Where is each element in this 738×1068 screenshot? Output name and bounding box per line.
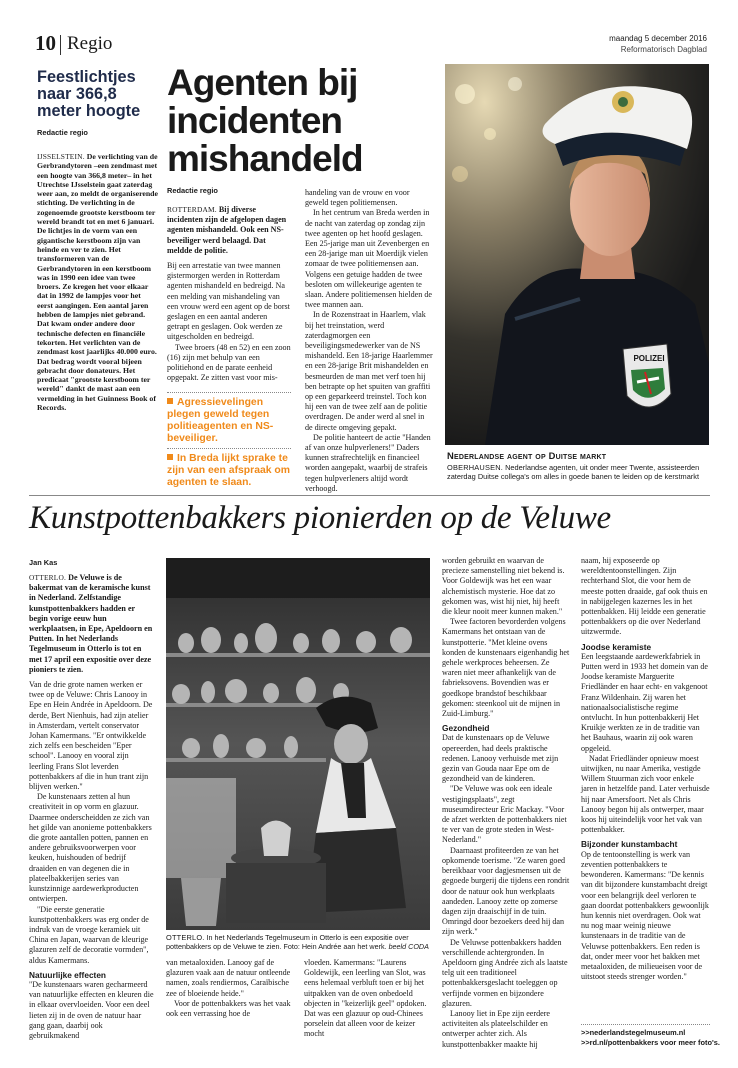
police-officer-illustration (445, 64, 709, 445)
pull-divider (167, 392, 291, 393)
links-divider (581, 1024, 710, 1025)
pottery-photo-caption (166, 933, 432, 951)
sidebar-byline: Redactie regio (37, 128, 88, 137)
pull-quote-1: Agressievelingen plegen geweld tegen politieagenten en NS-beveiliger. (167, 397, 274, 444)
agents-col2-p2: In het centrum van Breda werden in de nacht van zaterdag op zondag zijn twee agenten op het hoofd geslagen. Een 25-jarige man uit Zevenbergen en een 28-jarige man uit Moerdijk vielen zomaar de twee politiemensen aan. Volgens een getuige hadden de twee besloten om willekeurige agenten te slaan. Andere politiemensen hielden de twee mannen aan. (305, 208, 432, 310)
section-name: Regio (67, 33, 113, 54)
agents-col2-p1: handeling van de vrouw en voor geweld tegen politiemensen. (305, 188, 410, 208)
agents-p1: Bij een arrestatie van twee mannen gistermorgen werden in Rotterdam agenten mishandeld en bedreigd. Na een melding van mishandeling van een vrouw werd een agent op de borst geslagen en een aantal anderen getrapt en geslagen. Ook werden ze uitgescholden en bedreigd. (167, 261, 290, 342)
agents-col1 (167, 205, 291, 383)
agents-col2 (305, 188, 433, 494)
potter-illustration (166, 558, 430, 930)
agents-headline-line: Agenten bij (167, 62, 358, 103)
square-bullet-icon (167, 398, 173, 404)
pottery-p4: "De kunstenaars waren gecharmeerd van natuurlijke effecten en kleuren die in elkaar overvloeiden. Voor een deel lieten zij in de oven de natuur haar gang gaan, daarbij ook gebruikmakend (29, 979, 154, 1040)
pottery-headline: Kunstpottenbakkers pionierden op de Veluwe (29, 500, 611, 536)
polizei-badge-text: POLIZEI (633, 354, 665, 363)
page-number: 10 (35, 31, 56, 55)
pull-quote-2: In Breda lijkt sprake te zijn van een afspraak om agenten te slaan. (167, 453, 291, 488)
pottery-photo (166, 558, 430, 930)
pottery-col5-p2: Een leegstaande aardewerkfabriek in Putten werd in 1933 het domein van de Joodse keramiste Marguerite Friedländer en haar echt- en vakgenoot Franz Wildenhain. Zij waren het nationaalsocialistische regime ontvlucht. In hun pottenbakkerij Het Kruikje werkten ze in de traditie van het Bauhaus, waarin zij ook waren opgeleid. (581, 651, 709, 753)
pottery-caption-text: In het Nederlands Tegelmuseum in Otterlo is een expositie over pottenbakkers op de Veluwe te zien. Foto: Hein Andrée aan het werk. (166, 933, 409, 952)
pottery-col1 (29, 573, 155, 1041)
pottery-col5 (581, 556, 710, 982)
police-caption-text: Nederlandse agenten, uit onder meer Twente, assisteerden zaterdag Duitse collega's om alles in goede banen te leiden op de kerstmarkt (447, 463, 700, 482)
pottery-col2-p1: van metaaloxiden. Lanooy gaf de glazuren vaak aan de natuur ontleende namen, zoals rendiermos, Caraïbische zee of bloeiende heide." (166, 958, 291, 998)
pottery-col3-p1: vloeden. Kamermans: "Laurens Goldewijk, een leerling van Slot, was eens helemaal verbluft toen er bij het uitpakken van de oven onbedoeld objecten in "keizerlijk geel" opdoken. Dat was een glazuur op oud-Chinees porselein dat alleen voor de keizer mocht (304, 958, 427, 1039)
sidebar-dateline: IJSSELSTEIN. (37, 152, 85, 161)
header-divider (60, 35, 61, 55)
pottery-col5-p4: Op de tentoonstelling is werk van zeventien pottenbakkers te bewonderen. Kamermans: "De kennis van dit bijzondere kunstambacht dreigt voor een belangrijk deel verloren te gaan doordat pottenbakkers gewoonlijk hun kennis niet overdragen. Ook wat nu nog maar weinig nieuwe kunstenaars in de traditie van de Veluwse pottenbakkers. Een reden is dat, onder meer voor het bakken met metaaloxiden, de milieueisen voor de uitstoot steeds strenger worden." (581, 849, 709, 982)
pottery-col2-bottom (166, 958, 292, 1019)
pottery-col4-p1: worden gebruikt en waarvan de precieze samenstelling niet bekend is. Voor Goldewijk was het een waar alchemistisch mysterie. Hoe dat zo gekomen was, wist hij niet, hij heeft die kleur nooit meer kunnen maken." (442, 556, 565, 617)
pottery-subhead-natuurlijke: Natuurlijke effecten (29, 969, 106, 980)
pottery-col4-p3: Dat de kunstenaars op de Veluwe opereerden, had deels praktische redenen. Lanooy verhuisde met zijn gezin van Gouda naar Epe om de gezondheid van de kinderen. (442, 733, 559, 784)
pottery-col4-p4: "De Veluwe was ook een ideale vestigingsplaats", zegt museumdirecteur Eric Mackay. "Voor de afzet werkten de pottenbakkers niet te ver van de grote steden in West-Nederland." (442, 784, 567, 845)
story-divider (29, 495, 710, 496)
publication: Reformatorisch Dagblad (620, 45, 707, 54)
pottery-col4 (442, 556, 570, 1050)
police-photo-title: Nederlandse agent op Duitse markt (447, 450, 607, 461)
pottery-photo-credit: beeld CODA (388, 942, 429, 952)
agents-lead: Bij diverse incidenten zijn de afgelopen dagen agenten mishandeld. Ook een NS-beveiliger werd belaagd. Dat meldde de politie. (167, 205, 287, 255)
link-tegelmuseum[interactable]: >>nederlandstegelmuseum.nl (581, 1028, 686, 1037)
pottery-subhead-joodse: Joodse keramiste (581, 641, 652, 652)
pottery-col4-p2: Twee factoren bevorderden volgens Kamermans het ontstaan van de kunstpotterie. "Met kleine ovens konden de kunstenaars eigenhandig het gehele werkproces beheersen. Ze waren niet meer afhankelijk van de fabrieksovens. Bovendien was er goedkope brandstof beschikbaar gekomen: steenkool uit de mijnen in Zuid-Limburg." (442, 617, 570, 719)
pottery-byline: Jan Kas (29, 558, 58, 567)
sidebar-body: De verlichting van de Gerbrandytoren –een zendmast met een hoogte van 366,8 meter– in het Utrechtse IJsselstein gaat zaterdag weer aan, zo meldt de organiserende stichting. De verlichting in de zogenoemde grootste kerstboom ter wereld brandt tot en met 6 januari. De lichtjes in de vorm van een gigantische kerstboom zijn van heinde en ver te zien. Het transformeren van de Gerbrandytoren in een kerstboom was in 1990 een idee van twee broers. Ze kregen het voor elkaar dat in 1992 de lampjes voor het eerst aangingen. Een aantal jaren hebben de lampjes niet gebrand. Dat kwam onder andere door technische defecten en financiële tekorten. Het verlichten van de zendmast kost jaarlijks 40.000 euro. Dat bedrag wordt vooral bijeen gebracht door donateurs. Het predicaat "grootste kerstboom ter wereld" dankt de mast aan een vermelding in het Guinness Book of Records. (37, 152, 158, 413)
pottery-col4-p6: De Veluwse pottenbakkers hadden verschillende achtergronden. In Apeldoorn ging Andrée zich als laatste telg uit een traditioneel pottenbakkersgeslacht toeleggen op verfijnde vormen en bijzondere glazuren. (442, 937, 568, 1008)
pottery-p2: De kunstenaars zetten al hun creativiteit in op vorm en glazuur. Daarmee onderscheidden ze zich van het gilde van anonieme pottenbakkers die grote aantallen potten, pannen en andere gebruiksvoorwerpen voor keuken, huishouden of bedrijf draaiden en van degenen die in plateelbakkerijen series van kunstzinnige aardewerkproducten ontwierpen. (29, 792, 152, 904)
pottery-col5-p1: naam, hij exposeerde op wereldtentoonstellingen. Zijn rechterhand Slot, die voor hem de meeste potten draaide, gaf ook thuis en in nabijgelegen kazernes les in het pottenbakken. Hij leidde een generatie pottenbakkers op die over Nederland uitzwermde. (581, 556, 708, 637)
pottery-caption-place: OTTERLO. (166, 933, 205, 942)
agents-p2: Twee broers (48 en 52) en een zoon (16) zijn met behulp van een politiehond en de parate eenheid opgepakt. Ze zitten vast voor mis- (167, 342, 291, 383)
agents-dateline: ROTTERDAM. (167, 205, 217, 214)
agents-byline: Redactie regio (167, 186, 218, 195)
pottery-col2-p2: Voor de pottenbakkers was het vaak ook een verrassing hoe de (166, 998, 291, 1019)
date: maandag 5 december 2016 (609, 34, 707, 43)
agents-headline (167, 64, 437, 178)
pull-divider (167, 448, 291, 449)
pottery-subhead-gezondheid: Gezondheid (442, 723, 490, 734)
police-caption-place: OBERHAUSEN. (447, 463, 503, 472)
link-rd-pottenbakkers[interactable]: >>rd.nl/pottenbakkers voor meer foto's. (581, 1038, 720, 1047)
pottery-col4-p7: Lanooy liet in Epe zijn eerdere activiteiten als plateelschilder en ontwerper achter zich. Als kunstpottenbakker maakte hij (442, 1008, 551, 1049)
pottery-lead: De Veluwe is de bakermat van de keramische kunst in Nederland. Zelfstandige kunstpottenbakkers hadden er begin vorige eeuw hun werkplaatsen, in Epe, Apeldoorn en Putten. In het Nederlands Tegelmuseum in Otterlo is tot en met 17 april een expositie over deze pioniers te zien. (29, 573, 153, 674)
pottery-subhead-bijzonder: Bijzonder kunstambacht (581, 839, 678, 850)
pottery-p1: Van de drie grote namen werken er twee op de Veluwe: Chris Lanooy in Epe en Hein Andrée in Apeldoorn. De derde, Bert Nienhuis, had zijn atelier in Amsterdam, vertelt conservator Johan Kamermans. "Er ontwikkelde zich zelfs een bescheiden "Eper school". Lanooy en vooral zijn leerling Frans Slot leverden pottenbakkers af die in hun trant zijn blijven werken." (29, 680, 153, 792)
police-photo-caption (447, 463, 715, 482)
pottery-p3: "Die eerste generatie kunstpottenbakkers was erg onder de indruk van de vroege keramiek uit China en Japan, waarvan de kleurige glazuren zelf de decoratie vormden", aldus Kamermans. (29, 904, 149, 965)
agents-headline-line: mishandeld (167, 138, 363, 179)
sidebar-text (37, 152, 158, 412)
square-bullet-icon (167, 454, 173, 460)
pottery-col5-p3: Nadat Friedländer opnieuw moest uitwijken, nu naar Amerika, vestigde Willem Stuurman zich voor enkele jaren in hetzelfde pand. Later verhuisde hij naar Amersfoort. Net als Chris Lanooy begon hij als ontwerper, maar koos hij uiteindelijk voor het vak van pottenbakker. (581, 753, 710, 835)
police-photo (445, 64, 709, 445)
pottery-dateline: OTTERLO. (29, 573, 67, 582)
sidebar-headline: Feestlichtjes naar 366,8 meter hoogte (37, 68, 141, 120)
pottery-col4-p5: Daarnaast profiteerden ze van het opkomende toerisme. "Ze waren goed bereikbaar voor dagjesmensen uit de gegoede burgerij die tijdens een rondrit door de natuur ook hun werkplaats aandeden. Lanooy zette op zomerse dagen zijn draaischijf in de tuin. Omringd door bezoekers deed hij dan zijn werk." (442, 845, 570, 937)
agents-col2-p3: In de Rozenstraat in Haarlem, vlak bij het treinstation, werd zaterdagmorgen een beveiligingsmedewerker van de NS mishandeld. Een 18-jarige Haarlemmer en een 28-jarige Brit mishandelden en besmeurden de man met verf toen hij ben betrapte op het spuiten van graffiti op een geparkeerd treinstel. Toch kon hij een van de twee zelf aan de politie overdragen. De ander werd al snel in de directe omgeving gepakt. (305, 310, 433, 432)
pottery-col3-bottom (304, 958, 430, 1040)
agents-headline-line: incidenten (167, 100, 343, 141)
agents-col2-p4: De politie hanteert de actie "Handen af van onze hulpverleners!" Daders kunnen strafrechtelijk en financieel worden aangepakt, waarbij de strafeis tegen hulpverleners altijd wordt verhoogd. (305, 432, 431, 493)
